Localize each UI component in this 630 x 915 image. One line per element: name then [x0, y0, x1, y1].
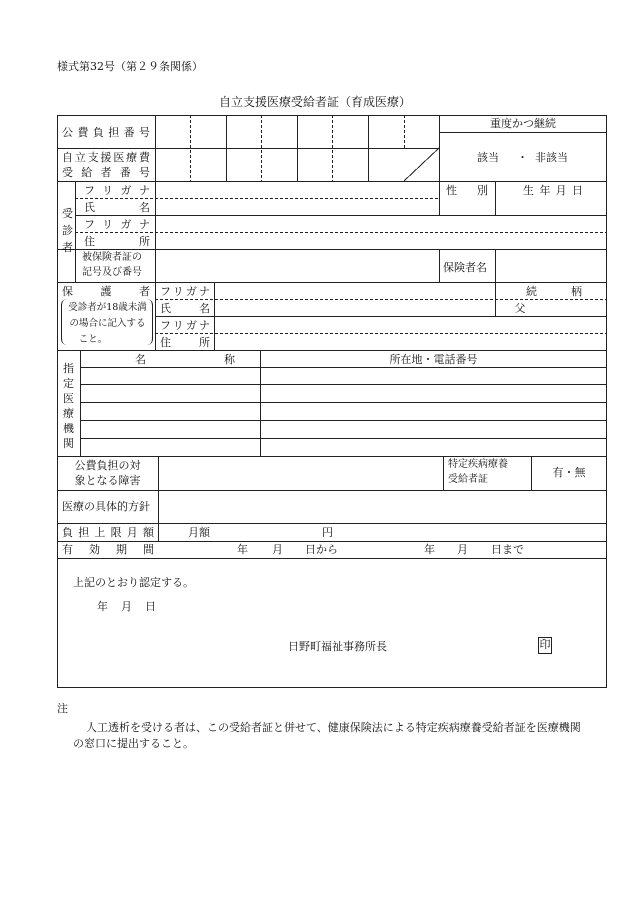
- guardian-furigana-label: フリガナ: [160, 285, 210, 298]
- disability-label-1: 公費負担の対: [74, 459, 141, 472]
- guardian-name-label: 氏名: [160, 302, 210, 315]
- policy-label: 医療の具体的方針: [62, 500, 150, 513]
- copay-label: 負担上限月額: [62, 526, 154, 539]
- not-applicable-option: 非該当: [535, 151, 568, 164]
- patient-furigana-label: フリガナ: [84, 184, 150, 197]
- relation-label: 続柄: [526, 285, 582, 298]
- note-line-2: の窓口に提出すること。: [73, 737, 194, 750]
- recipient-no-label-2: 受給者番号: [62, 166, 150, 179]
- certification-year: 年: [97, 600, 108, 613]
- patient-address-label: 住所: [84, 235, 150, 248]
- guardian-label: 保護者: [62, 285, 150, 298]
- certification-text: 上記のとおり認定する。: [73, 576, 194, 589]
- disability-label-2: 象となる障害: [74, 474, 141, 487]
- institution-name-header: 名称: [135, 353, 235, 366]
- form-title: 自立支援医療受給者証（育成医療）: [218, 95, 411, 109]
- severe-continuous-label: 重度かつ継続: [490, 117, 556, 130]
- institution-address-header: 所在地・電話番号: [389, 353, 478, 366]
- patient-address-furigana-label: フリガナ: [84, 218, 150, 231]
- guardian-note-3: こと。: [78, 334, 108, 345]
- issuer-name: 日野町福祉事務所長: [288, 640, 387, 653]
- note-heading: 注: [57, 702, 68, 715]
- copay-monthly: 月額: [188, 526, 210, 539]
- validity-label: 有効期間: [62, 543, 154, 556]
- insurance-label-2: 記号及び番号: [82, 267, 142, 278]
- recipient-no-label-1: 自立支援医療費: [62, 151, 150, 164]
- applicable-option: 該当: [477, 151, 499, 164]
- certification-month: 月: [121, 600, 132, 613]
- validity-from-month: 月: [272, 543, 283, 556]
- patient-name-label: 氏名: [84, 201, 150, 214]
- specified-label-1: 特定疾病療養: [448, 459, 508, 470]
- relation-value: 父: [514, 302, 526, 315]
- validity-until-month: 月: [457, 543, 468, 556]
- specified-value: 有・無: [552, 466, 586, 479]
- validity-from-year: 年: [237, 543, 248, 556]
- seal-mark: 印: [538, 637, 552, 654]
- medical-institution-side-label: 指 定 医 療 機 関: [63, 362, 74, 450]
- guardian-note-1: 受診者が18歳未満: [68, 302, 147, 313]
- guardian-note-2: の場合に記入する: [69, 318, 146, 329]
- sex-label: 性別: [446, 184, 488, 197]
- option-separator: ・: [517, 151, 528, 164]
- form-number: 様式第32号（第２９条関係）: [57, 60, 203, 73]
- validity-until-year: 年: [424, 543, 435, 556]
- note-line-1: 人工透析を受ける者は、この受給者証と併せて、健康保険法による特定疾病療養受給者証を医療機関: [86, 721, 581, 734]
- guardian-address-label: 住所: [160, 336, 210, 349]
- patient-side-label: 受 診 者: [62, 207, 73, 254]
- specified-label-2: 受給者証: [448, 474, 488, 485]
- validity-until-day: 日まで: [491, 543, 524, 556]
- public-payer-label: 公費負担番号: [62, 126, 150, 139]
- validity-from-day: 日から: [305, 543, 338, 556]
- dob-label: 生年月日: [523, 184, 583, 197]
- insurer-label: 保険者名: [443, 261, 487, 274]
- copay-yen: 円: [322, 526, 333, 539]
- certification-day: 日: [145, 600, 156, 613]
- insurance-label-1: 被保険者証の: [82, 252, 142, 263]
- guardian-address-furigana-label: フリガナ: [160, 319, 210, 332]
